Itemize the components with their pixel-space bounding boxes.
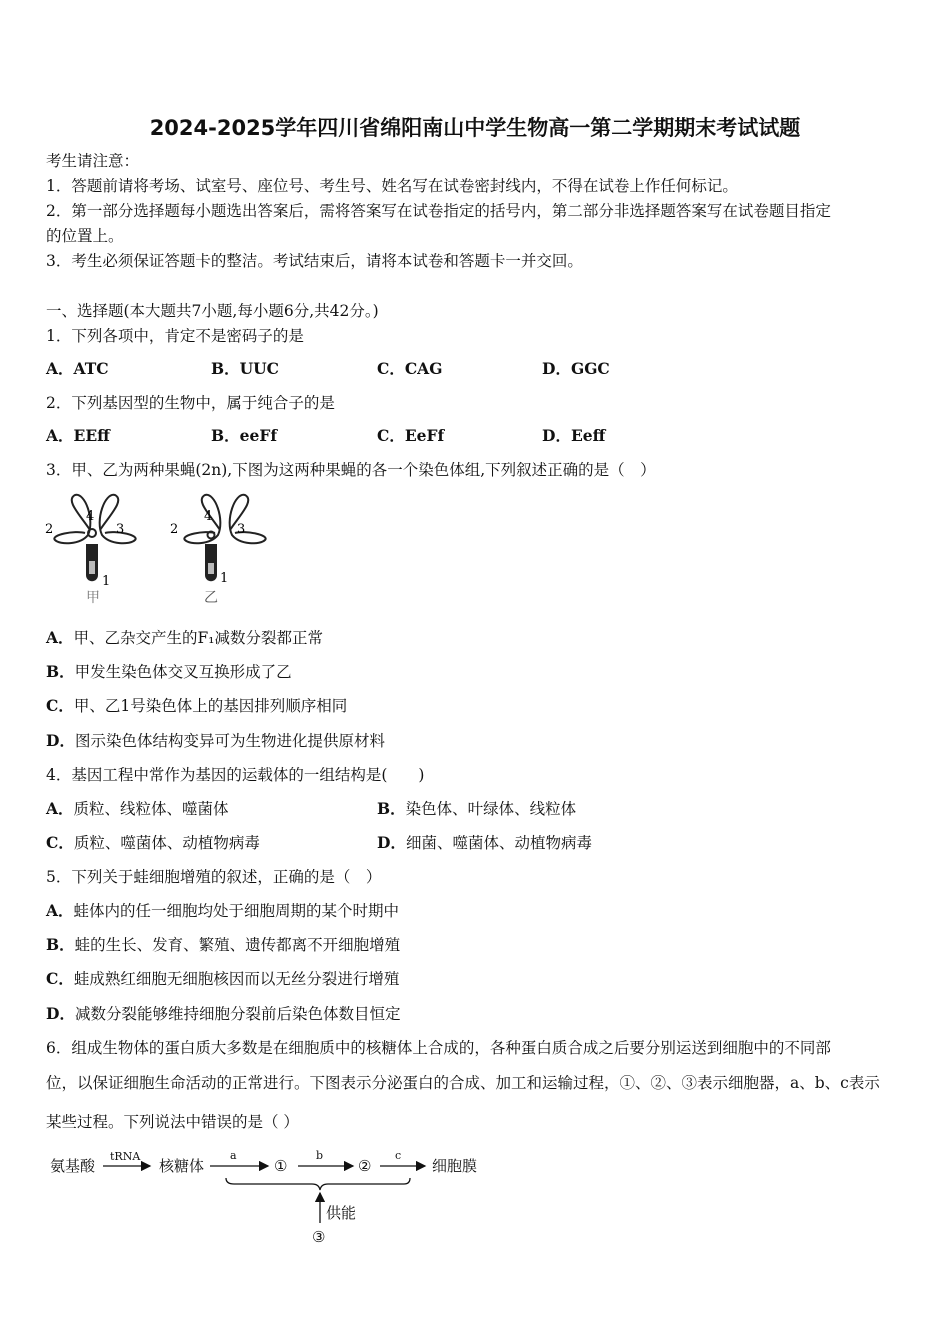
q3-option-d: D．图示染色体结构变异可为生物进化提供原材料 (46, 731, 385, 750)
notice-item: 1．答题前请将考场、试室号、座位号、考生号、姓名写在试卷密封线内，不得在试卷上作任何标记。 (46, 177, 738, 195)
energy-label: 供能 (326, 1204, 357, 1222)
q2-option-c: C．EeFf (377, 426, 445, 445)
label-2b: 2 (170, 522, 179, 537)
q1-option-c: C．CAG (377, 359, 443, 378)
q5-option-b: B．蛙的生长、发育、繁殖、遗传都离不开细胞增殖 (46, 935, 401, 954)
q5-option-d: D．减数分裂能够维持细胞分裂前后染色体数目恒定 (46, 1004, 401, 1023)
q1-option-b: B．UUC (211, 359, 279, 378)
section-heading: 一、选择题(本大题共7小题,每小题6分,共42分。) (46, 302, 379, 320)
label-3: 3 (116, 522, 125, 537)
question-3-stem: 3．甲、乙为两种果蝇(2n),下图为这两种果蝇的各一个染色体组,下列叙述正确的是（ ） (46, 461, 656, 479)
q4-option-c: C．质粒、噬菌体、动植物病毒 (46, 833, 260, 852)
q1-option-a: A．ATC (46, 359, 109, 378)
q4-option-d: D．细菌、噬菌体、动植物病毒 (377, 833, 592, 852)
q4-option-a: A．质粒、线粒体、噬菌体 (46, 799, 229, 818)
label-4b: 4 (204, 509, 213, 524)
label-4: 4 (86, 509, 95, 524)
question-6-stem: 位，以保证细胞生命活动的正常进行。下图表示分泌蛋白的合成、加工和运输过程，①、②、③表示细胞器，a、b、c表示 (46, 1074, 880, 1092)
question-6-stem: 6．组成生物体的蛋白质大多数是在细胞质中的核糖体上合成的，各种蛋白质合成之后要分别运送到细胞中的不同部 (46, 1039, 831, 1057)
notice-heading: 考生请注意： (46, 152, 140, 170)
page-title: 2024-2025学年四川省绵阳南山中学生物高一第二学期期末考试试题 (149, 116, 801, 140)
q1-option-d: D．GGC (542, 359, 610, 378)
question-5-stem: 5．下列关于蛙细胞增殖的叙述，正确的是（ ） (46, 868, 382, 886)
question-2-stem: 2．下列基因型的生物中，属于纯合子的是 (46, 394, 335, 412)
q2-option-b: B．eeFf (211, 426, 278, 445)
edge-b: b (316, 1149, 324, 1162)
q5-option-a: A．蛙体内的任一细胞均处于细胞周期的某个时期中 (46, 901, 400, 920)
caption-yi: 乙 (204, 590, 218, 606)
notice-item: 的位置上。 (46, 227, 124, 245)
q3-option-c: C．甲、乙1号染色体上的基因排列顺序相同 (46, 696, 348, 715)
question-4-stem: 4．基因工程中常作为基因的运载体的一组结构是( ) (46, 766, 425, 784)
node-ribosome: 核糖体 (159, 1157, 205, 1175)
edge-c: c (395, 1149, 402, 1162)
node-organelle-1: ① (274, 1157, 288, 1175)
question-1-stem: 1．下列各项中，肯定不是密码子的是 (46, 327, 304, 345)
edge-trna: tRNA (110, 1150, 141, 1163)
node-cell-membrane: 细胞膜 (432, 1157, 478, 1175)
node-organelle-3: ③ (312, 1228, 326, 1246)
node-organelle-2: ② (358, 1157, 372, 1175)
q3-option-b: B．甲发生染色体交叉互换形成了乙 (46, 662, 292, 681)
q3-option-a: A．甲、乙杂交产生的F₁减数分裂都正常 (46, 628, 324, 647)
caption-jia: 甲 (86, 590, 100, 606)
question-6-stem: 某些过程。下列说法中错误的是（ ） (46, 1113, 299, 1131)
q2-option-d: D．Eeff (542, 426, 606, 445)
chromosome-arm-2 (54, 495, 90, 544)
label-2: 2 (45, 522, 54, 537)
q2-option-a: A．EEff (46, 426, 110, 445)
protein-secretion-diagram (40, 1140, 500, 1250)
chromosome-figure (40, 490, 280, 610)
notice-item: 3．考生必须保证答题卡的整洁。考试结束后，请将本试卷和答题卡一并交回。 (46, 252, 583, 270)
label-1: 1 (102, 574, 111, 589)
node-amino-acid: 氨基酸 (50, 1157, 96, 1175)
label-1b: 1 (220, 571, 229, 586)
label-3b: 3 (237, 522, 246, 537)
q4-option-b: B．染色体、叶绿体、线粒体 (377, 799, 577, 818)
edge-a: a (230, 1149, 237, 1162)
q5-option-c: C．蛙成熟红细胞无细胞核因而以无丝分裂进行增殖 (46, 969, 400, 988)
notice-item: 2．第一部分选择题每小题选出答案后，需将答案写在试卷指定的括号内，第二部分非选择题答案写在试卷题目指定 (46, 202, 831, 220)
